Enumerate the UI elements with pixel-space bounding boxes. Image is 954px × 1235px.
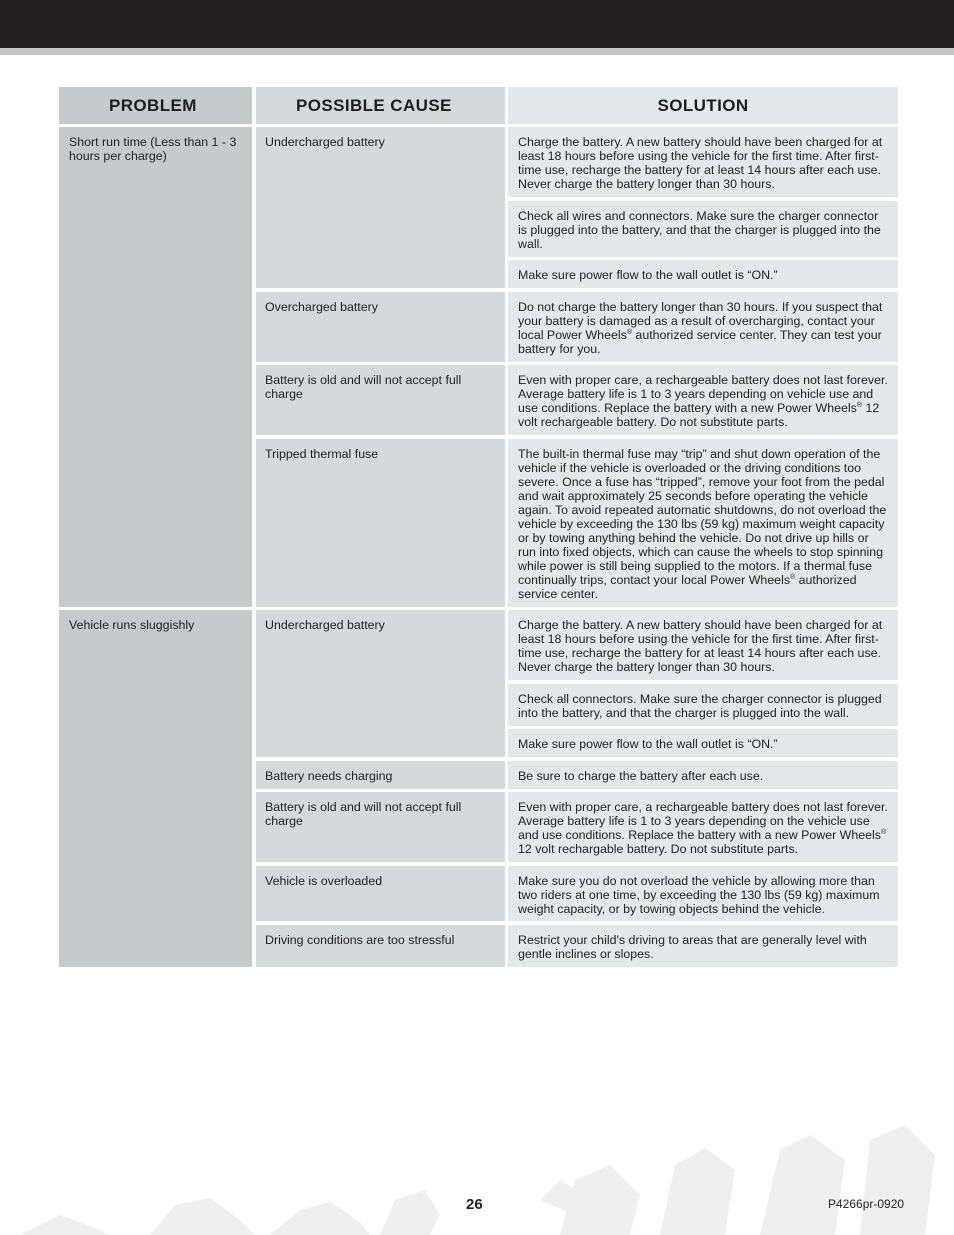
problem-short-run-time: Short run time (Less than 1 - 3 hours per charge) [59,127,252,607]
header-solution: SOLUTION [508,87,898,124]
cause-cell: Battery is old and will not accept full charge [256,365,505,435]
cause-cell: Undercharged battery [256,610,505,757]
cause-cell: Tripped thermal fuse [256,439,505,607]
cause-cell: Vehicle is overloaded [256,866,505,921]
header-problem: PROBLEM [59,87,252,124]
top-banner [0,0,954,48]
solution-cell: Make sure you do not overload the vehicle by allowing more than two riders at one time, by exceeding the 130 lbs (59 kg) maximum weight capacity, or by towing objects behind the vehicle. [508,866,898,921]
solution-cell: Make sure power flow to the wall outlet is “ON.” [508,260,898,288]
cause-cell: Battery is old and will not accept full charge [256,792,505,862]
solution-cell: Even with proper care, a rechargeable battery does not last forever. Average battery life is 1 to 3 years depending on vehicle use and use conditions. Replace the battery with a new Power Wheels® 12 volt rechargeable battery. Do not substitute parts. [508,365,898,435]
solution-cell: Charge the battery. A new battery should have been charged for at least 18 hours before using the vehicle for the first time. After first-time use, recharge the battery for at least 14 hours after each use. Never charge the battery longer than 30 hours. [508,127,898,197]
page-number: 26 [466,1196,483,1213]
cause-cell: Driving conditions are too stressful [256,925,505,967]
solution-cell: Restrict your child's driving to areas that are generally level with gentle inclines or slopes. [508,925,898,967]
solution-cell: Charge the battery. A new battery should have been charged for at least 18 hours before using the vehicle for the first time. After first-time use, recharge the battery for at least 14 hours after each use. Never charge the battery longer than 30 hours. [508,610,898,680]
decorative-footer-pattern [0,1110,954,1235]
solution-cell: Be sure to charge the battery after each use. [508,761,898,789]
top-banner-rule [0,48,954,55]
solution-cell: Check all connectors. Make sure the charger connector is plugged into the battery, and that the charger is plugged into the wall. [508,684,898,726]
header-possible-cause: POSSIBLE CAUSE [256,87,505,124]
cause-cell: Overcharged battery [256,292,505,362]
problem-runs-sluggishly: Vehicle runs sluggishly [59,610,252,967]
solution-cell: The built-in thermal fuse may “trip” and shut down operation of the vehicle if the vehicle is overloaded or the driving conditions too severe. Once a fuse has “tripped”, remove your foot from the pedal and wait approximately 25 seconds before operating the vehicle again. To avoid repeated automatic shutdowns, do not overload the vehicle by exceeding the 130 lbs (59 kg) maximum weight capacity or by towing anything behind the vehicle. Do not drive up hills or run into fixed objects, which can cause the wheels to stop spinning while power is still being supplied to the motors. If a thermal fuse continually trips, contact your local Power Wheels® authorized service center. [508,439,898,607]
solution-cell: Do not charge the battery longer than 30 hours. If you suspect that your battery is damaged as a result of overcharging, contact your local Power Wheels® authorized service center. They can test your battery for you. [508,292,898,362]
cause-cell: Battery needs charging [256,761,505,789]
solution-cell: Check all wires and connectors. Make sure the charger connector is plugged into the battery, and that the charger is plugged into the wall. [508,201,898,257]
solution-cell: Even with proper care, a rechargeable battery does not last forever. Average battery life is 1 to 3 years depending on the vehicle use and use conditions. Replace the battery with a new Power Wheels® 12 volt rechargable battery. Do not substitute parts. [508,792,898,862]
document-code: P4266pr-0920 [828,1197,905,1211]
solution-cell: Make sure power flow to the wall outlet is “ON.” [508,729,898,757]
cause-cell: Undercharged battery [256,127,505,288]
